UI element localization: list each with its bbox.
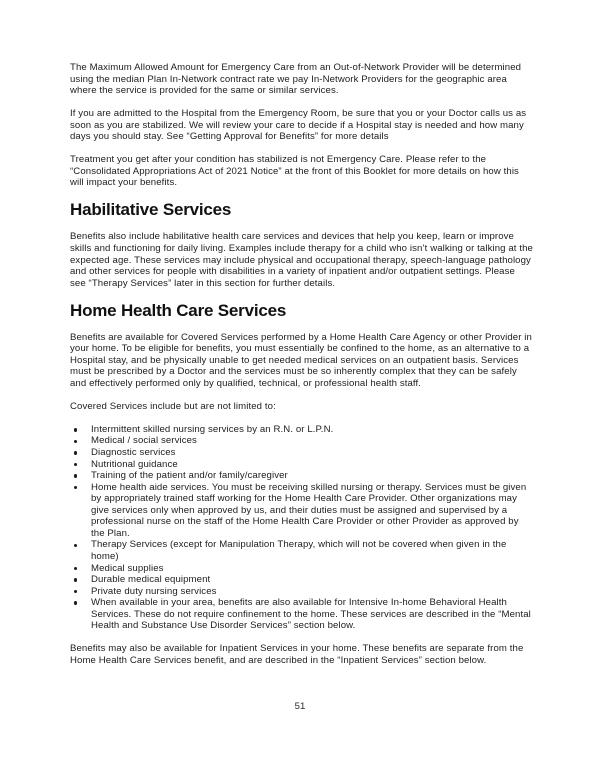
list-item-medical-supplies: Medical supplies: [91, 563, 533, 575]
list-item-training: Training of the patient and/or family/caregiver: [91, 470, 533, 482]
list-item-diagnostic: Diagnostic services: [91, 447, 533, 459]
list-item-home-health-aide: Home health aide services. You must be receiving skilled nursing or therapy. Services must be given by appropriately trained staff working for the Home Health Care Provider. Other organizations may give services only when approved by us, and their duties must be assigned and supervised by a professional nurse on the staff of the Home Health Care Provider or other Provider as approved by the Plan.: [91, 482, 533, 540]
list-item-durable-equipment: Durable medical equipment: [91, 574, 533, 586]
list-item-medical-social: Medical / social services: [91, 435, 533, 447]
heading-habilitative-services: Habilitative Services: [70, 200, 232, 220]
page-number: 51: [294, 701, 306, 712]
list-item-intensive-behavioral-health: When available in your area, benefits are also available for Intensive In-home Behavioral Health Services. These do not require confinement to the home. These services are described in the “Mental Health and Substance Use Disorder Services” section below.: [91, 597, 533, 632]
paragraph-max-allowed-amount: The Maximum Allowed Amount for Emergency Care from an Out-of-Network Provider will be determined using the median Plan In-Network contract rate we pay In-Network Providers for the geographic area where the service is provided for the same or similar services.: [70, 62, 522, 97]
list-item-nutritional: Nutritional guidance: [91, 459, 533, 471]
heading-home-health-care-services: Home Health Care Services: [70, 300, 287, 320]
paragraph-post-stabilization: Treatment you get after your condition has stabilized is not Emergency Care. Please refer to the “Consolidated Appropriations Act of 2021 Notice” at the front of this Booklet for more details on how this will impact your benefits.: [70, 154, 519, 189]
covered-services-list: [70, 424, 533, 632]
paragraph-inpatient-services-note: Benefits may also be available for Inpatient Services in your home. These benefits are separate from the Home Health Care Services benefit, and are described in the “Inpatient Services” section below.: [70, 643, 524, 666]
paragraph-habilitative-description: Benefits also include habilitative health care services and devices that help you keep, learn or improve skills and functioning for daily living. Examples include therapy for a child who isn’t walking or talking at the expected age. These services may include physical and occupational therapy, speech-language pathology and other services for people with disabilities in a variety of inpatient and/or outpatient settings. Please see “Therapy Services” later in this section for further details.: [70, 231, 533, 289]
paragraph-hospital-admission: If you are admitted to the Hospital from the Emergency Room, be sure that you or your Doctor calls us as soon as you are stabilized. We will review your care to decide if a Hospital stay is needed and how many days you should stay. See “Getting Approval for Benefits” for more details: [70, 108, 527, 143]
list-item-therapy-services: Therapy Services (except for Manipulation Therapy, which will not be covered when given in the home): [91, 539, 533, 562]
paragraph-home-health-eligibility: Benefits are available for Covered Services performed by a Home Health Care Agency or other Provider in your home. To be eligible for benefits, you must essentially be confined to the home, as an alternative to a Hospital stay, and be physically unable to get needed medical services on an outpatient basis. Services must be prescribed by a Doctor and the services must be so inherently complex that they can be safely and effectively performed only by qualified, technical, or professional health staff.: [70, 331, 532, 389]
paragraph-covered-services-lead-in: Covered Services include but are not limited to:: [70, 400, 276, 412]
list-item-skilled-nursing: Intermittent skilled nursing services by an R.N. or L.P.N.: [91, 424, 533, 436]
list-item-private-duty-nursing: Private duty nursing services: [91, 586, 533, 598]
page-content: [70, 62, 533, 678]
